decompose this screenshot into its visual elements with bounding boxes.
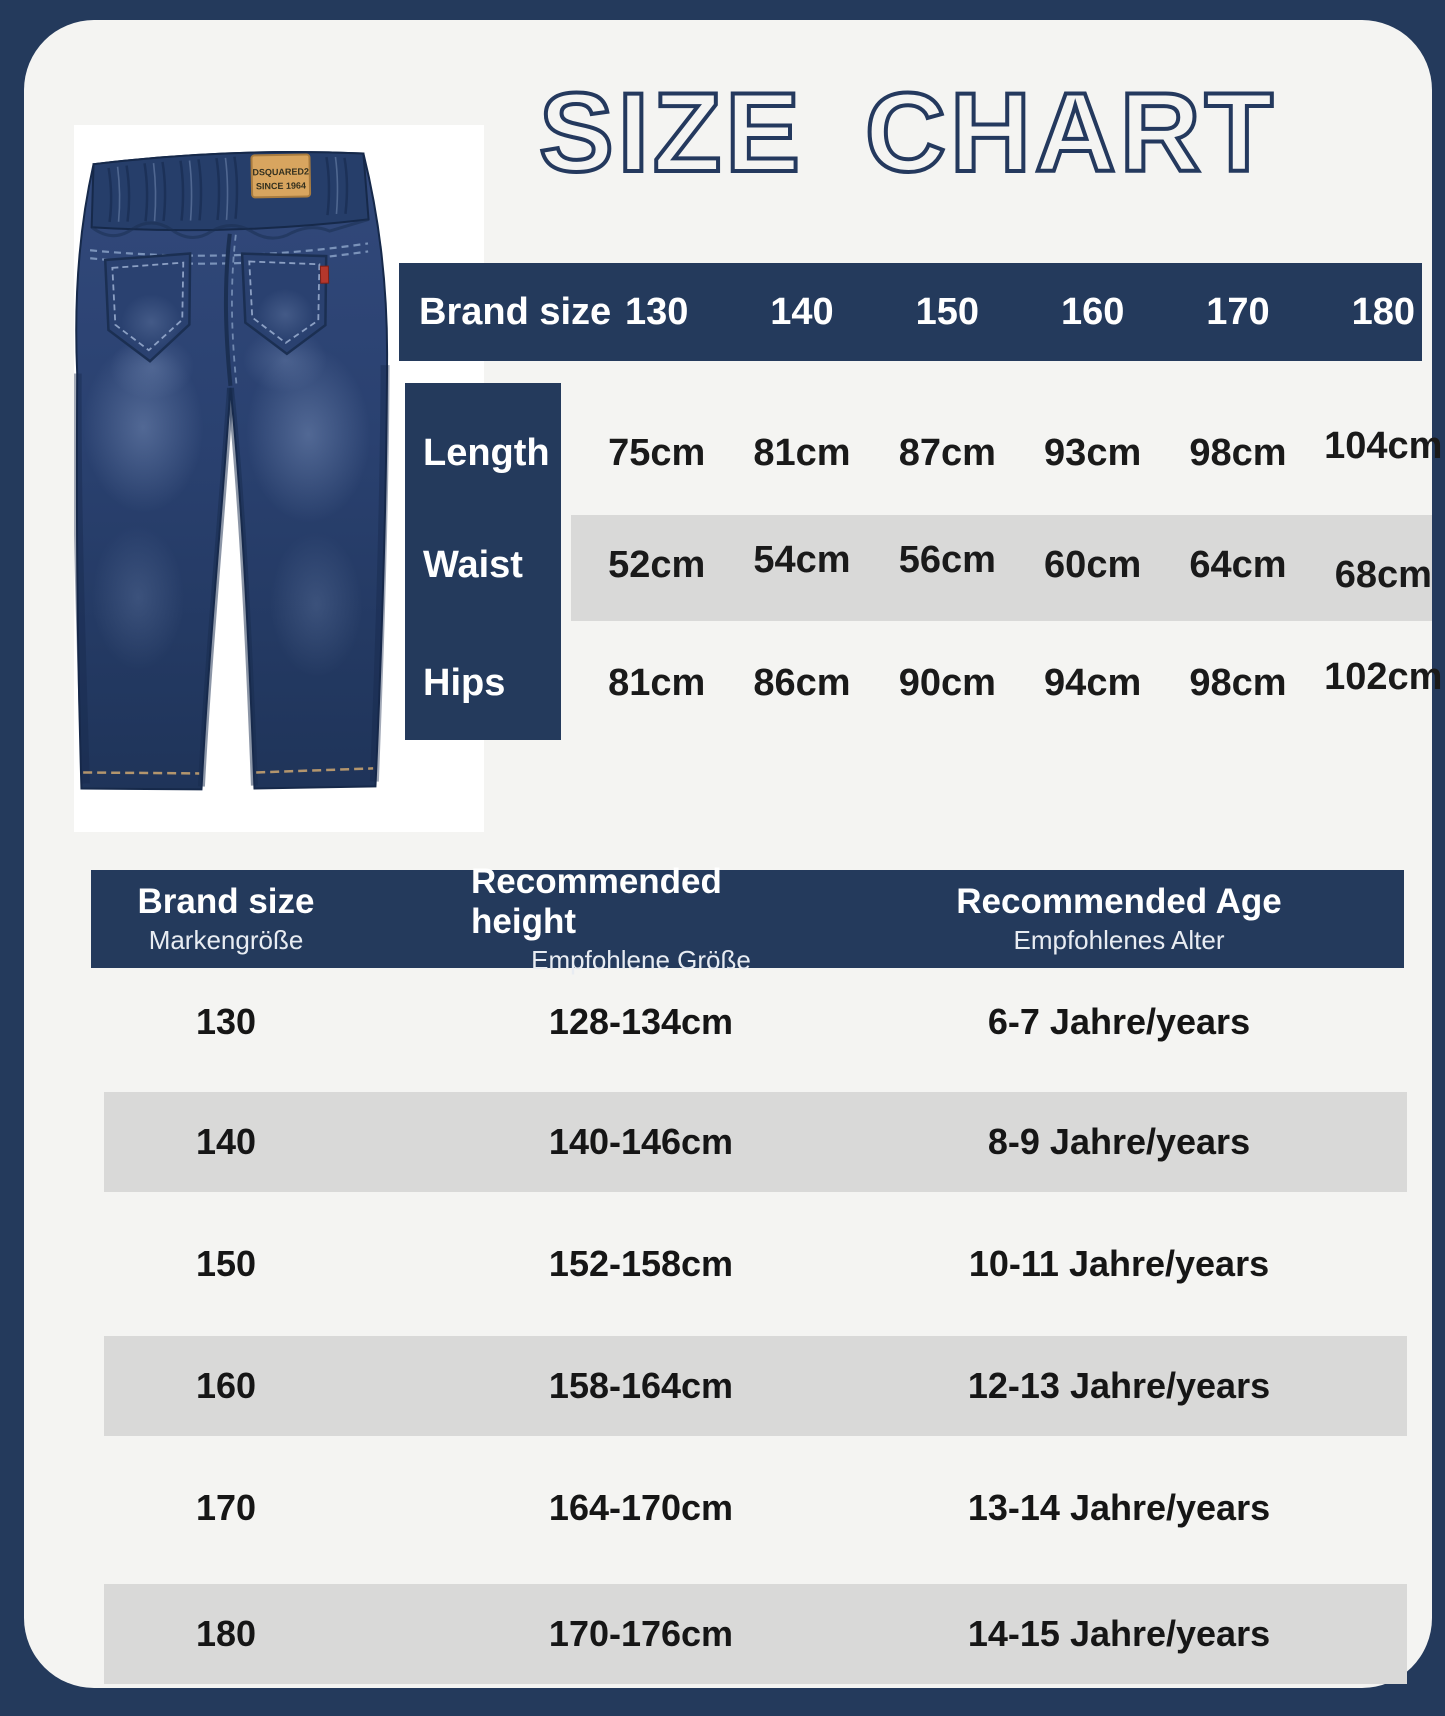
row-label-length: Length: [423, 431, 550, 474]
brand-label-line2: SINCE 1964: [255, 180, 307, 192]
age-cell-size: 150: [195, 1243, 257, 1284]
age-table-row: [91, 994, 1404, 1050]
size-table-size-row: [584, 263, 1445, 361]
age-cell-age: 13-14 Jahre/years: [967, 1487, 1271, 1528]
age-table-row: [91, 1236, 1404, 1292]
size-value-cell: 52cm: [608, 543, 706, 586]
age-cell-age: 12-13 Jahre/years: [967, 1365, 1271, 1406]
age-cell-size: 180: [195, 1613, 257, 1654]
hips-values-row: [584, 655, 1445, 711]
age-header-en: Recommended Age: [956, 882, 1282, 921]
age-cell-age: 10-11 Jahre/years: [968, 1243, 1270, 1284]
size-value-cell: 98cm: [1189, 661, 1287, 704]
size-value-cell: 102cm: [1324, 655, 1443, 698]
size-value-cell: 68cm: [1334, 553, 1432, 596]
age-header-brand-size: [91, 870, 361, 968]
size-value-cell: 87cm: [898, 431, 996, 474]
brand-label-line1: DSQUARED2: [252, 166, 310, 178]
age-header-recommended-height: [471, 862, 811, 975]
size-value-cell: 64cm: [1189, 543, 1287, 586]
age-table-row: [91, 1606, 1404, 1662]
size-value-cell: 93cm: [1044, 431, 1142, 474]
red-brand-tab: [320, 266, 328, 283]
age-cell-size: 160: [195, 1365, 257, 1406]
age-cell-size: 170: [195, 1487, 257, 1528]
age-table-row: [91, 1358, 1404, 1414]
age-header-en: Brand size: [137, 882, 315, 921]
age-cell-height: 140-146cm: [548, 1121, 734, 1162]
jeans-back-view: [74, 150, 395, 791]
size-table-header: [399, 263, 1422, 361]
brand-size-label: Brand size: [419, 290, 612, 333]
size-value-cell: 81cm: [608, 661, 706, 704]
age-table-row: [91, 1480, 1404, 1536]
age-cell-height: 170-176cm: [548, 1613, 734, 1654]
size-value-cell: 56cm: [898, 538, 996, 581]
size-value-cell: 60cm: [1044, 543, 1142, 586]
row-label-waist: Waist: [423, 543, 523, 586]
age-header-recommended-age: [889, 870, 1349, 968]
size-value-cell: 81cm: [753, 431, 851, 474]
age-cell-age: 8-9 Jahre/years: [987, 1121, 1251, 1162]
age-header-de: Empfohlene Größe: [531, 945, 751, 975]
age-header-de: Empfohlenes Alter: [1013, 925, 1225, 955]
size-header-cell: 170: [1206, 290, 1270, 333]
size-value-cell: 104cm: [1324, 424, 1443, 467]
size-value-cell: 86cm: [753, 661, 851, 704]
age-cell-age: 6-7 Jahre/years: [987, 1001, 1251, 1042]
measurement-labels-column: [405, 383, 561, 740]
brand-label: [251, 154, 310, 197]
age-cell-height: 128-134cm: [548, 1001, 734, 1042]
row-label-hips: Hips: [423, 661, 506, 704]
age-table-header: [91, 862, 1404, 975]
size-header-cell: 140: [770, 290, 834, 333]
size-header-cell: 130: [624, 290, 689, 333]
age-header-de: Markengröße: [148, 925, 304, 955]
age-cell-height: 152-158cm: [548, 1243, 734, 1284]
page-title: SIZE CHART: [539, 69, 1277, 195]
size-value-cell: 90cm: [898, 661, 996, 704]
age-header-en: Recommended height: [471, 862, 722, 941]
content-card: [24, 20, 1443, 1688]
size-header-cell: 150: [915, 290, 980, 333]
size-value-cell: 75cm: [608, 431, 706, 474]
age-cell-height: 164-170cm: [548, 1487, 734, 1528]
size-header-cell: 180: [1351, 290, 1415, 333]
age-cell-height: 158-164cm: [548, 1365, 734, 1406]
age-cell-size: 130: [195, 1001, 257, 1042]
size-header-cell: 160: [1060, 290, 1125, 333]
waist-values-row: [584, 537, 1445, 596]
size-value-cell: 94cm: [1044, 661, 1142, 704]
age-cell-age: 14-15 Jahre/years: [967, 1613, 1271, 1654]
age-cell-size: 140: [195, 1121, 257, 1162]
age-table-row: [91, 1114, 1404, 1170]
size-value-cell: 98cm: [1189, 431, 1287, 474]
length-values-row: [584, 425, 1445, 481]
size-value-cell: 54cm: [753, 538, 851, 581]
